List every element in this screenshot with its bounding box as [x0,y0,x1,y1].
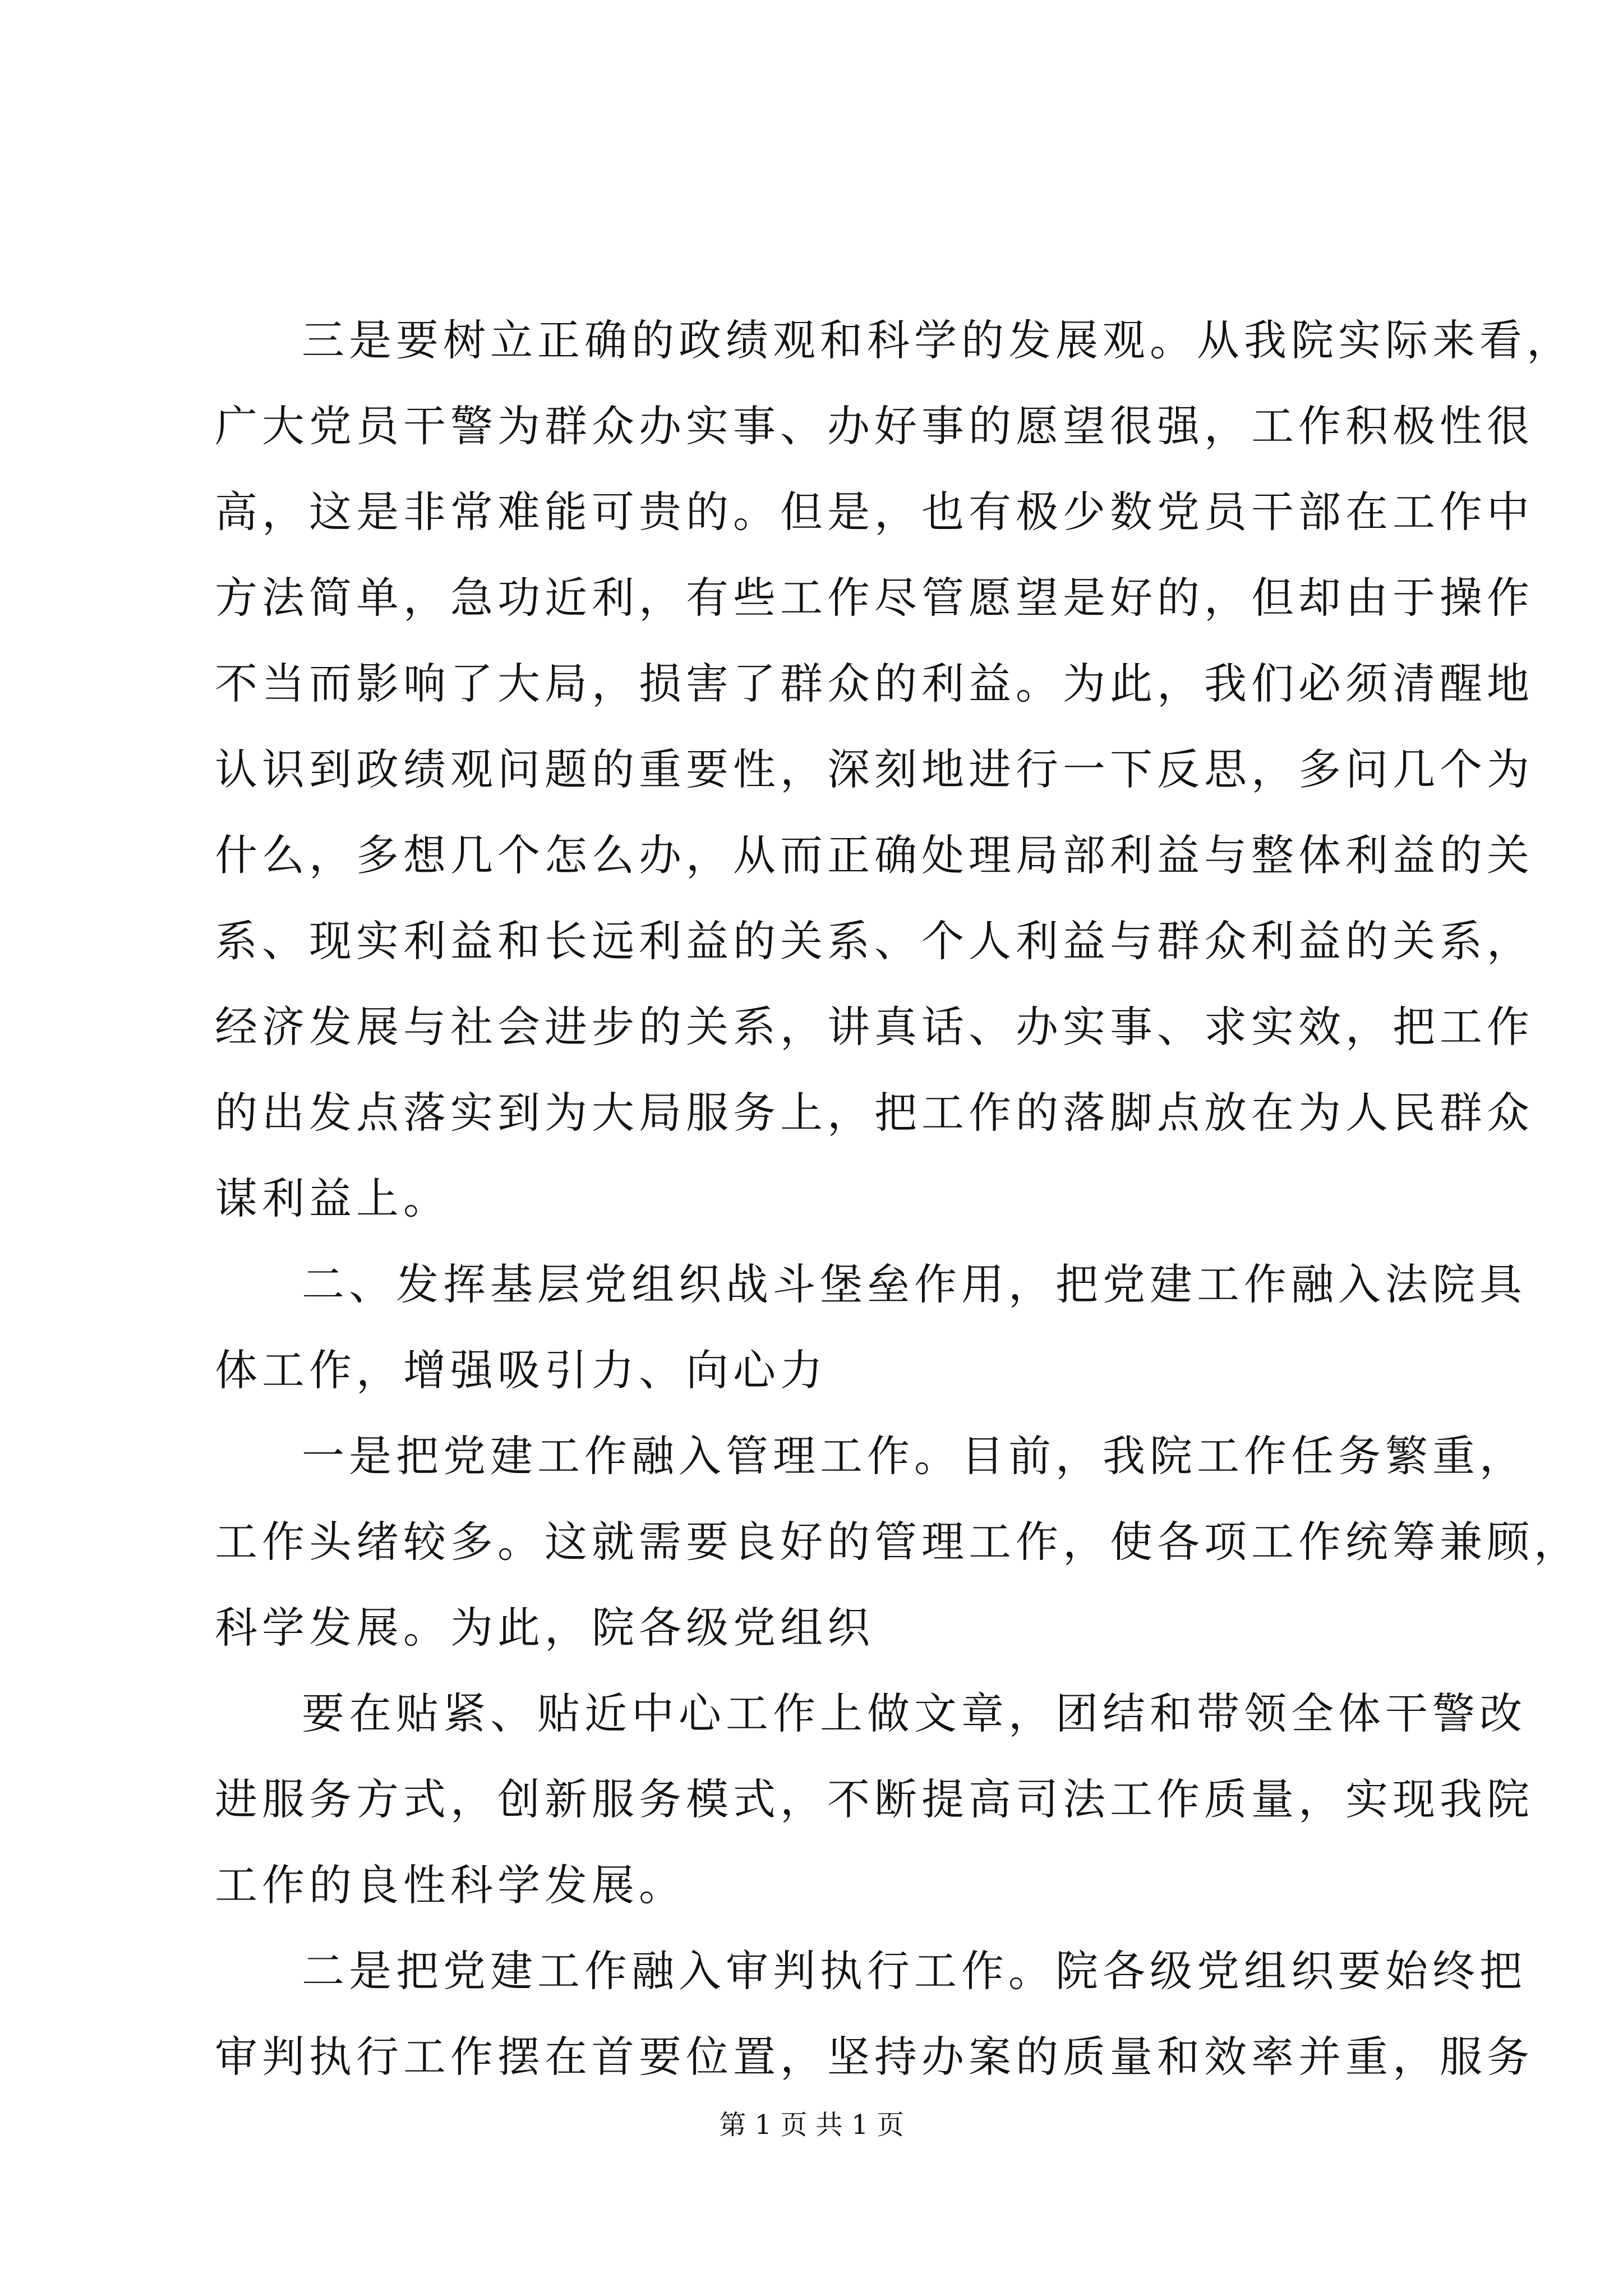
paragraph-line: 谋利益上。 [215,1174,450,1223]
document-body [215,297,1581,2100]
paragraph-line: 工作的良性科学发展。 [215,1860,686,1910]
paragraph-line: 进服务方式，创新服务模式，不断提高司法工作质量，实现我院 [215,1774,1534,1824]
paragraph-line: 工作头绪较多。这就需要良好的管理工作，使各项工作统筹兼顾， [215,1517,1581,1567]
paragraph-line: 方法简单，急功近利，有些工作尽管愿望是好的，但却由于操作 [215,573,1534,623]
paragraph-line: 科学发展。为此，院各级党组织 [215,1603,874,1653]
paragraph-line: 系、现实利益和长远利益的关系、个人利益与群众利益的关系， [215,916,1534,966]
paragraph-line: 审判执行工作摆在首要位置，坚持办案的质量和效率并重，服务 [215,2032,1534,2082]
paragraph-line: 三是要树立正确的政绩观和科学的发展观。从我院实际来看， [302,315,1574,365]
paragraph-line: 的出发点落实到为大局服务上，把工作的落脚点放在为人民群众 [215,1088,1534,1138]
paragraph-line: 二是把党建工作融入审判执行工作。院各级党组织要始终把 [302,1946,1527,1996]
paragraph-line: 高，这是非常难能可贵的。但是，也有极少数党员干部在工作中 [215,487,1534,537]
paragraph-line: 认识到政绩观问题的重要性，深刻地进行一下反思，多问几个为 [215,744,1534,794]
paragraph-line: 什么，多想几个怎么办，从而正确处理局部利益与整体利益的关 [215,830,1534,880]
section-heading-line: 二、发挥基层党组织战斗堡垒作用，把党建工作融入法院具 [302,1259,1527,1309]
paragraph-line: 经济发展与社会进步的关系，讲真话、办实事、求实效，把工作 [215,1002,1534,1052]
section-heading-line: 体工作，增强吸引力、向心力 [215,1345,827,1395]
paragraph-line: 要在贴紧、贴近中心工作上做文章，团结和带领全体干警改 [302,1688,1527,1738]
paragraph-line: 一是把党建工作融入管理工作。目前，我院工作任务繁重， [302,1431,1527,1481]
page-footer: 第 1 页 共 1 页 [719,2109,904,2141]
paragraph-line: 不当而影响了大局，损害了群众的利益。为此，我们必须清醒地 [215,659,1534,708]
paragraph-line: 广大党员干警为群众办实事、办好事的愿望很强，工作积极性很 [215,401,1534,451]
